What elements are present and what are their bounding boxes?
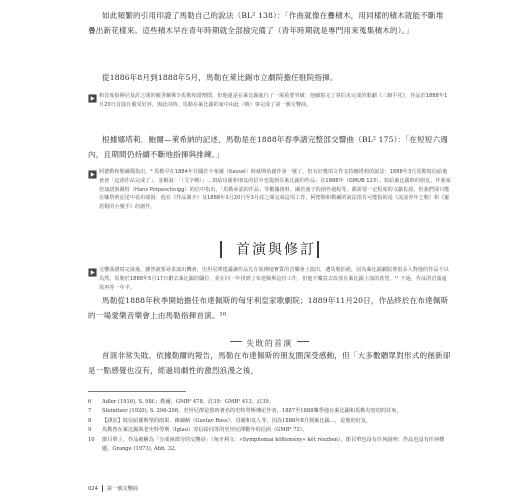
footnotes — [88, 398, 451, 454]
paragraph-5 — [88, 348, 451, 378]
footnote-number: 8 — [88, 417, 92, 424]
footer-separator — [102, 485, 103, 492]
paragraph-2 — [88, 70, 451, 85]
side-note-1-text: 和首度指揮尼基許之間的競爭關係令馬勒相當懊悶，但他還是在萊比錫進行了一場重要突破：他續寫完了韋伯未完成的歌劇《三個平托》，作品於1888年1月20日首演且備受好評。與此同時，馬勒在萊比錫的家中由此（嘖）事完成了第一號交響曲。 — [99, 93, 448, 108]
dash-right — [297, 341, 309, 342]
side-note-2 — [88, 168, 451, 212]
paragraph-1 — [88, 8, 451, 38]
footnote — [88, 407, 451, 416]
arrow-bullet-icon — [88, 268, 97, 277]
heading-bar-left — [220, 241, 222, 258]
footnote — [88, 436, 451, 455]
footnote — [88, 426, 451, 435]
paragraph-5-quote: 大多數聽眾對形式的創新卻是一點感覺也沒有，經過局劇性的激烈浪漫之後， — [88, 351, 451, 375]
side-note-3-text: 交響曲譜寫完成後，雖然就要尋求演出機會，史坦尼澤建議讓作品先在旅佛地實質的首樂會上演出，遭馬勒拒絕，因為萊比錫劇院裡很多人對他的作品不以為然。馬勒於1888年5月17日辭去萊比錫的職位，並在同一年找到了布達佩斯這份工作，但他不樂意去改放在萊比錫上演的希望。¹¹ 不過，作品的首演還需再等一年半。 — [99, 267, 449, 291]
footnote-text: 【譯註】寫信給羅斯堡的雨果．維爾納（Gustav Ross）、母親和友人等，因為1888年8月到萊比錫…，是他的好友。 — [102, 417, 372, 424]
footnote-number: 7 — [88, 408, 92, 415]
paragraph-3 — [88, 132, 451, 162]
footnote-rule — [88, 391, 186, 392]
side-note-2-text: 阿德勒和勒爾都指出，⁶ 馬勒早在1884年任職於卡塞爾（Kassel）時就開始創作第一號了。但有好幾項文件支持娜塔莉的說法：1888年3月馬勒寫信給他爸爸「這部作品完成了」，並解說：「（文字略）」…寫給母親和朋友的信中也提到在萊比錫的作品」在1888年（GMUB 123）。寫給萊比錫時的朋友、作曲家倍加諾與佩特（Hans Potpeschnigg）的信中指出，「馬勒承認的作品」等數據資料。關於曲子的創作過程等，都需要一定程度的文獻佐證，但我們卻只能在娜塔莉記述中看出端倪：他在《作品簡介》及1888年3月20日至3月底之間完成這項工作。阿德勒和勒爾的說法很有可能指的是《流浪青年之歌》和《羅恩根的小號手》的創作。 — [99, 169, 451, 211]
paragraph-3-text: 根據娜塔莉．鮑爾—萊希納的記述，馬勒是在1888年春季譜完整部交響曲（BL² 175）：「 — [102, 135, 410, 144]
footnote — [88, 417, 451, 426]
footnote-text: 馬勒曾在萊比錫與老史特勞斯（Iglau）寄信給同等的史坦尼澤數年的信函（GMB² 72）。 — [102, 427, 308, 434]
footnote — [88, 398, 451, 407]
running-title: 第一號交響曲 — [106, 486, 139, 492]
arrow-bullet-icon — [88, 170, 97, 179]
paragraph-3-quote: 在短短六週內，且期間仍持續不斷地指揮與排練。 — [88, 135, 448, 159]
page-number: 024 — [88, 486, 98, 492]
sub-heading-text: 失敗的首演 — [246, 339, 293, 348]
side-note-3 — [88, 266, 451, 292]
footnote-number: 10 — [88, 436, 95, 443]
section-heading — [88, 236, 451, 262]
paragraph-1-quote: 作曲就像在疊積木，用同樣的積木就能不斷堆疊出新花樣來。這些積木早在青年時期就全部撿完備了（青年時期就是專門用來蒐集積木的）。 — [88, 11, 444, 35]
heading-bar-right — [317, 241, 319, 258]
paragraph-2-text: 從1886年8月到1888年5月，馬勒在萊比錫市立劇院擔任駐院指揮。 — [102, 73, 338, 82]
paragraph-4-text: 馬勒從1888年秋季開始擔任布達佩斯的匈牙利皇家歌劇院；1889年11月20日，作品終於在布達佩斯的一場愛樂音樂會上由馬勒指揮首演。¹⁰ — [88, 296, 449, 320]
footnote-text: Steinitzer (1920), S. 296-298。史坦尼澤是當時著名的史特勞斯傳記作者，1887至1888樂季他在萊比錫和馬勒有密切的往來。 — [102, 408, 402, 415]
section-heading-text: 首演與修訂 — [236, 242, 316, 258]
side-note-1 — [88, 92, 451, 110]
sub-heading — [88, 331, 451, 348]
paragraph-4 — [88, 293, 451, 323]
footnote-text: Adler (1916), S. 98f.；勒爾，GMB² 478，註39；GMB² 413，註39。 — [102, 399, 274, 405]
paragraph-1-text: 如此頻繁的引用印證了馬勒自己的說法（BL² 138）：「 — [102, 11, 289, 20]
footnote-number: 6 — [88, 399, 92, 405]
footnote-text: 節目單上，作品被稱為「分成兩部分的交響詩」（匈牙利文：»Symphoniai költemény« két részben）。節目單也沒有任何說明；作品也沒有任何標題。Grange (1973), Abb. 32。 — [102, 436, 445, 453]
paragraph-1-end: 」 — [405, 26, 414, 35]
arrow-bullet-icon — [88, 94, 97, 103]
page-footer — [88, 485, 138, 492]
paragraph-5-text: 首演非常失敗。依據勒爾的報告，馬勒在布達佩斯的朋友圈深受感動，但「 — [102, 351, 358, 360]
dash-left — [230, 341, 242, 342]
footnote-number: 9 — [88, 427, 92, 434]
paragraph-3-end: 」 — [215, 150, 224, 159]
